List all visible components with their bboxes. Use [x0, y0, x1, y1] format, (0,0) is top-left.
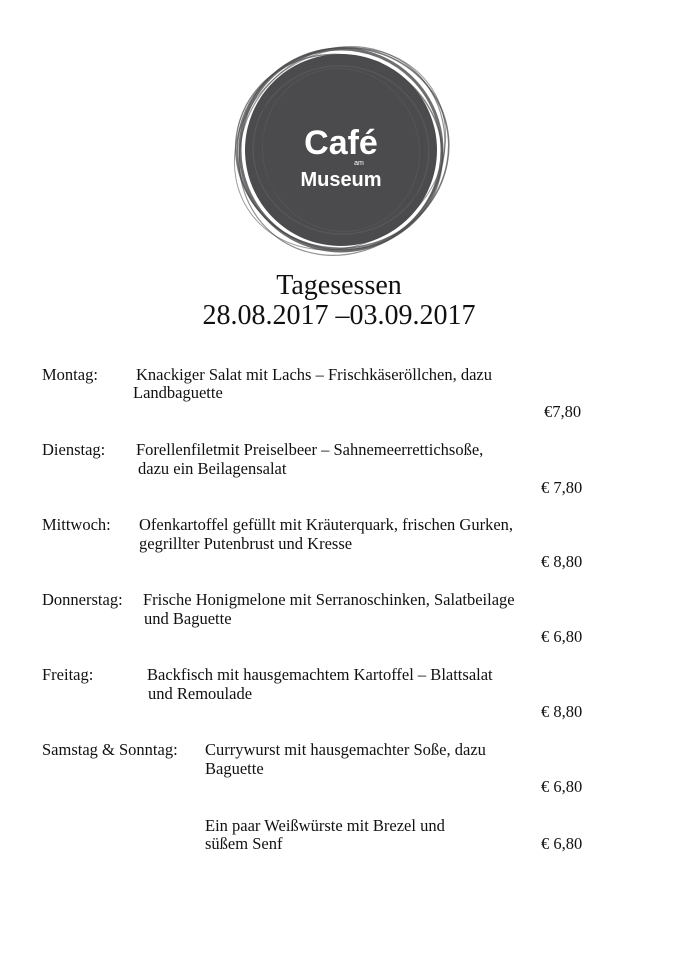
dish-text-friday-line2: und Remoulade [148, 684, 253, 703]
day-label-monday: Montag: [42, 365, 98, 384]
price-wednesday: € 8,80 [541, 552, 583, 571]
dish-text-thursday-line1: Frische Honigmelone mit Serranoschinken, Salatbeilage [143, 590, 515, 609]
date-range: 28.08.2017 –03.09.2017 [202, 300, 476, 331]
dish-text-monday-line2: Landbaguette [133, 383, 223, 402]
price-weekend: € 6,80 [541, 777, 583, 796]
logo-cafe-text: Café [304, 124, 378, 162]
price-thursday: € 6,80 [541, 627, 583, 646]
dish-text-tuesday-line2: dazu ein Beilagensalat [138, 459, 287, 478]
cafe-logo [226, 38, 456, 268]
day-label-weekend: Samstag & Sonntag: [42, 740, 178, 759]
day-label-wednesday: Mittwoch: [42, 515, 111, 534]
price-weekend2: € 6,80 [541, 834, 583, 853]
day-label-friday: Freitag: [42, 665, 94, 684]
page-title: Tagesessen [276, 270, 402, 301]
dish-text-thursday-line2: und Baguette [144, 609, 232, 628]
dish-text-monday-line1: Knackiger Salat mit Lachs – Frischkäseröllchen, dazu [136, 365, 493, 384]
price-friday: € 8,80 [541, 702, 583, 721]
logo-am-text: am [354, 160, 364, 167]
dish-text-wednesday-line2: gegrillter Putenbrust und Kresse [139, 534, 353, 553]
day-label-tuesday: Dienstag: [42, 440, 106, 459]
day-label-thursday: Donnerstag: [42, 590, 123, 609]
dish-text-weekend2-line2: süßem Senf [205, 834, 283, 853]
price-monday: €7,80 [544, 402, 582, 421]
price-tuesday: € 7,80 [541, 478, 583, 497]
dish-text-friday-line1: Backfisch mit hausgemachtem Kartoffel – Blattsalat [147, 665, 493, 684]
dish-text-weekend2-line1: Ein paar Weißwürste mit Brezel und [205, 816, 445, 835]
dish-text-weekend-line2: Baguette [205, 759, 264, 778]
dish-text-wednesday-line1: Ofenkartoffel gefüllt mit Kräuterquark, frischen Gurken, [139, 515, 514, 534]
logo-museum-text: Museum [300, 169, 382, 191]
dish-text-tuesday-line1: Forellenfiletmit Preiselbeer – Sahnemeerrettichsoße, [136, 440, 484, 459]
dish-text-weekend-line1: Currywurst mit hausgemachter Soße, dazu [205, 740, 486, 759]
